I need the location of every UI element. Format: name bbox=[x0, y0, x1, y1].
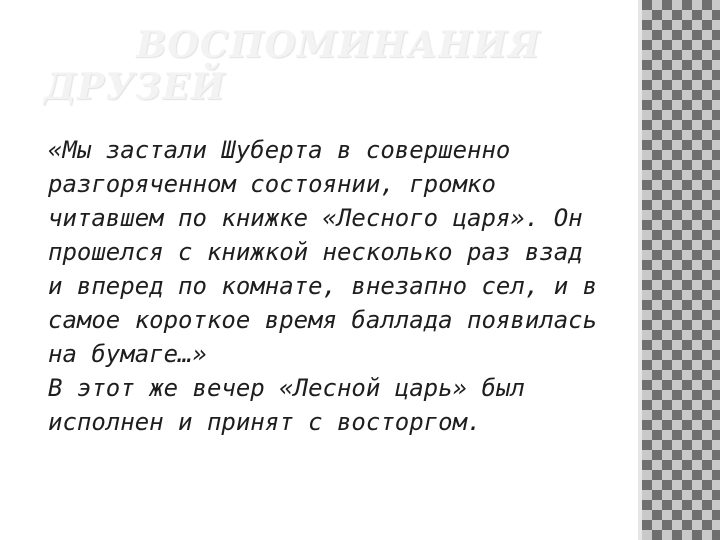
slide-title bbox=[44, 24, 604, 108]
quote-paragraph: «Мы застали Шуберта в совершенно разгоряченном состоянии, громко читавшем по книжке «Лесного царя». Он прошелся с книжкой несколько раз взад и вперед по комнате, внезапно сел, и в самое короткое время баллада появилась на бумаге…» bbox=[48, 136, 598, 368]
title-line-1: ВОСПОМИНАНИЯ bbox=[136, 24, 541, 66]
decorative-pattern-band bbox=[642, 0, 720, 540]
body-text bbox=[48, 133, 608, 439]
title-line-2: ДРУЗЕЙ bbox=[44, 66, 226, 108]
closing-paragraph: В этот же вечер «Лесной царь» был исполнен и принят с восторгом. bbox=[48, 374, 525, 436]
